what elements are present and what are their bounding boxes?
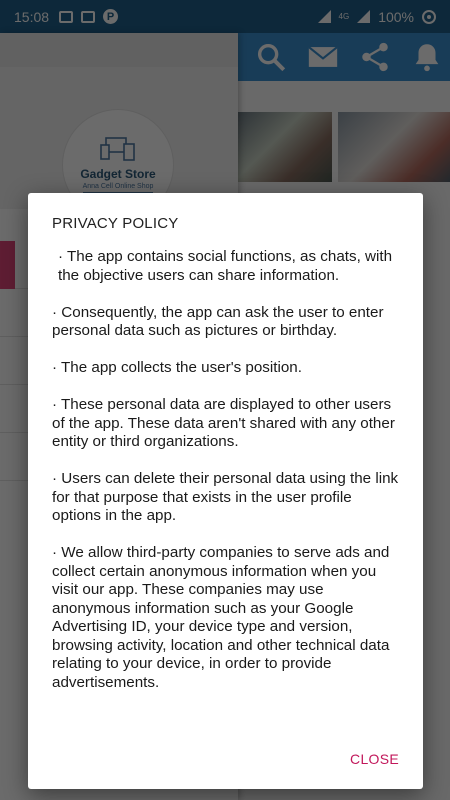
policy-paragraph: · The app collects the user's position.: [52, 359, 302, 376]
policy-paragraph: · Consequently, the app can ask the user to enter personal data such as pictures or birthday.: [52, 303, 384, 339]
close-button[interactable]: CLOSE: [350, 751, 399, 767]
privacy-policy-dialog: [28, 193, 423, 789]
policy-paragraph: · We allow third-party companies to serve ads and collect certain anonymous information when you visit our app. These companies may use anonymous information such as your Google Advertising ID, your device type and version, browsing activity, location and other technical data relating to your device, in order to provide advertisements.: [52, 544, 390, 691]
policy-paragraph: · These personal data are displayed to other users of the app. These data aren't shared with any other entity or third organizations.: [52, 396, 395, 450]
policy-paragraph: · Users can delete their personal data using the link for that purpose that exists in the user profile options in the app.: [52, 470, 399, 524]
dialog-title: PRIVACY POLICY: [52, 215, 179, 232]
policy-paragraph: · The app contains social functions, as chats, with the objective users can share information.: [58, 248, 393, 284]
dialog-body: [52, 248, 402, 692]
